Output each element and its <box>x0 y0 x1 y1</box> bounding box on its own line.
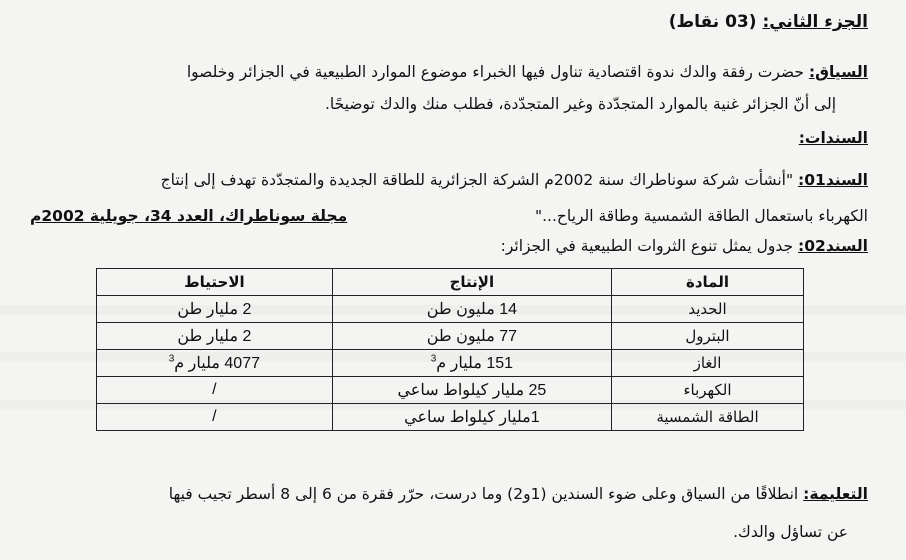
resources-table <box>96 268 804 431</box>
cell-production: 77 مليون طن <box>332 323 611 350</box>
cell-reserve: / <box>97 377 333 404</box>
table-row <box>97 377 804 404</box>
instruction-line-1 <box>30 484 868 504</box>
cell-material: البترول <box>612 323 804 350</box>
context-line-1 <box>30 62 868 82</box>
context-text-2: إلى أنّ الجزائر غنية بالموارد المتجدّدة وغير المتجدّدة، فطلب منك والدك توضيحًا. <box>324 95 836 113</box>
doc1-line-1 <box>30 170 868 190</box>
doc2-text: جدول يمثل تنوع الثروات الطبيعية في الجزائر: <box>500 237 794 255</box>
doc2-label: السند02: <box>798 237 868 255</box>
context-text-1: حضرت رفقة والدك ندوة اقتصادية تناول فيها الخبراء موضوع الموارد الطبيعية في الجزائر وخلصوا <box>186 63 804 81</box>
cell-material: الغاز <box>612 350 804 377</box>
cell-reserve: 2 مليار طن <box>97 323 333 350</box>
cell-production: 25 مليار كيلواط ساعي <box>332 377 611 404</box>
doc1-text-1: "أنشأت شركة سوناطراك سنة 2002م الشركة الجزائرية للطاقة الجديدة والمتجدّدة تهدف إلى إنتاج <box>160 171 794 189</box>
doc1-source: مجلة سوناطراك، العدد 34، جويلية 2002م <box>30 207 348 225</box>
table-row <box>97 296 804 323</box>
cell-production: 14 مليون طن <box>332 296 611 323</box>
cell-production: 1مليار كيلواط ساعي <box>332 404 611 431</box>
table-row <box>97 404 804 431</box>
cell-production <box>332 350 611 377</box>
doc2-line <box>30 236 868 256</box>
heading-points: (03 نقاط) <box>668 12 757 32</box>
cell-reserve <box>97 350 333 377</box>
cell-reserve: 2 مليار طن <box>97 296 333 323</box>
doc1-label: السند01: <box>798 171 868 189</box>
header-reserve: الاحتياط <box>97 269 333 296</box>
context-label: السياق: <box>808 63 868 81</box>
documents-heading <box>30 128 868 148</box>
instruction-text-2: عن تساؤل والدك. <box>733 523 848 541</box>
cell-material: الطاقة الشمسية <box>612 404 804 431</box>
header-material: المادة <box>612 269 804 296</box>
instruction-label: التعليمة: <box>803 485 868 503</box>
section-heading <box>30 12 868 32</box>
cubic-superscript: 3 <box>430 353 437 365</box>
production-value: 151 مليار م <box>436 355 514 372</box>
cell-reserve: / <box>97 404 333 431</box>
heading-part: الجزء الثاني: <box>762 12 868 32</box>
table-row <box>97 350 804 377</box>
table-row <box>97 323 804 350</box>
documents-label: السندات: <box>798 129 868 147</box>
context-line-2 <box>30 94 836 114</box>
cell-material: الحديد <box>612 296 804 323</box>
instruction-text-1: انطلاقًا من السياق وعلى ضوء السندين (1و2) وما درست، حرّر فقرة من 6 إلى 8 أسطر تجيب فيها <box>168 485 799 503</box>
cubic-superscript: 3 <box>168 353 175 365</box>
header-production: الإنتاج <box>332 269 611 296</box>
table-header-row <box>97 269 804 296</box>
cell-material: الكهرباء <box>612 377 804 404</box>
doc1-text-2: الكهرباء باستعمال الطاقة الشمسية وطاقة الرياح..." <box>535 207 868 225</box>
instruction-line-2 <box>30 522 848 542</box>
reserve-value: 4077 مليار م <box>174 355 260 372</box>
doc1-line-2 <box>30 206 868 226</box>
